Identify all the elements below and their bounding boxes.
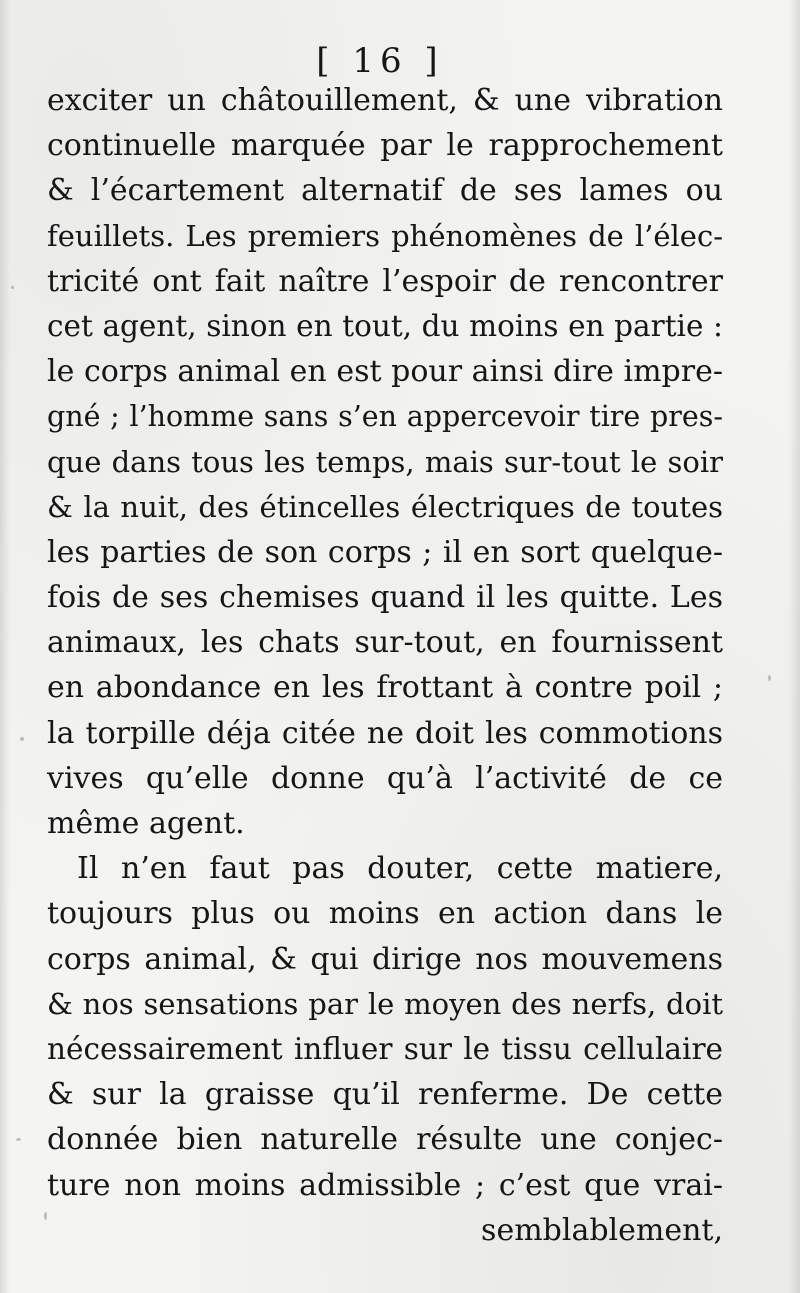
text-line: donnée bien naturelle résulte une conjec- [47,1122,723,1158]
print-speck [20,737,24,741]
text-line: corps animal, & qui dirige nos mouvemens [47,941,723,977]
text-line: exciter un châtouillement, & une vibration [47,83,723,118]
text-line: Il n’en faut pas douter, cette matiere, [77,851,723,887]
text-line: feuillets. Les premiers phénomènes de l’élec- [47,218,723,253]
text-line: tricité ont fait naître l’espoir de rencontrer [47,263,723,299]
text-line: gné ; l’homme sans s’en appercevoir tire pres- [47,400,723,434]
text-line: ture non moins admissible ; c’est que vrai- [47,1167,723,1203]
catchword: semblablement, [481,1212,723,1248]
body-text [47,78,723,1253]
page-left-shadow [0,0,10,1293]
print-speck [16,1138,21,1141]
text-line: les parties de son corps ; il en sort quelque- [47,534,723,570]
text-line: vives qu’elle donne qu’à l’activité de ce [47,760,723,796]
text-line: & l’écartement alternatif de ses lames ou [47,173,723,209]
text-line: continuelle marquée par le rapprochement [47,128,723,164]
print-speck [11,286,14,289]
text-line: cet agent, sinon en tout, du moins en partie : [47,308,723,343]
text-line: que dans tous les temps, mais sur-tout le soir [47,444,723,479]
text-line: fois de ses chemises quand il les quitte. Les [47,580,723,616]
print-speck [44,1212,47,1220]
text-line: même agent. [47,806,245,841]
text-line: la torpille déja citée ne doit les commotions [47,715,723,751]
text-line: en abondance en les frottant à contre poil ; [47,670,723,706]
text-line: & nos sensations par le moyen des nerfs, doit [47,986,723,1021]
text-line: animaux, les chats sur-tout, en fournissent [47,625,723,661]
text-line: le corps animal en est pour ainsi dire impre- [47,354,723,390]
text-line: & la nuit, des étincelles électriques de toutes [47,489,723,524]
page-number: [ 16 ] [316,41,444,81]
page-right-shadow [788,0,800,1293]
text-line: & sur la graisse qu’il renferme. De cette [47,1077,723,1113]
print-speck [768,675,771,681]
text-line: nécessairement influer sur le tissu cellulaire [47,1031,723,1066]
text-line: toujours plus ou moins en action dans le [47,896,723,932]
